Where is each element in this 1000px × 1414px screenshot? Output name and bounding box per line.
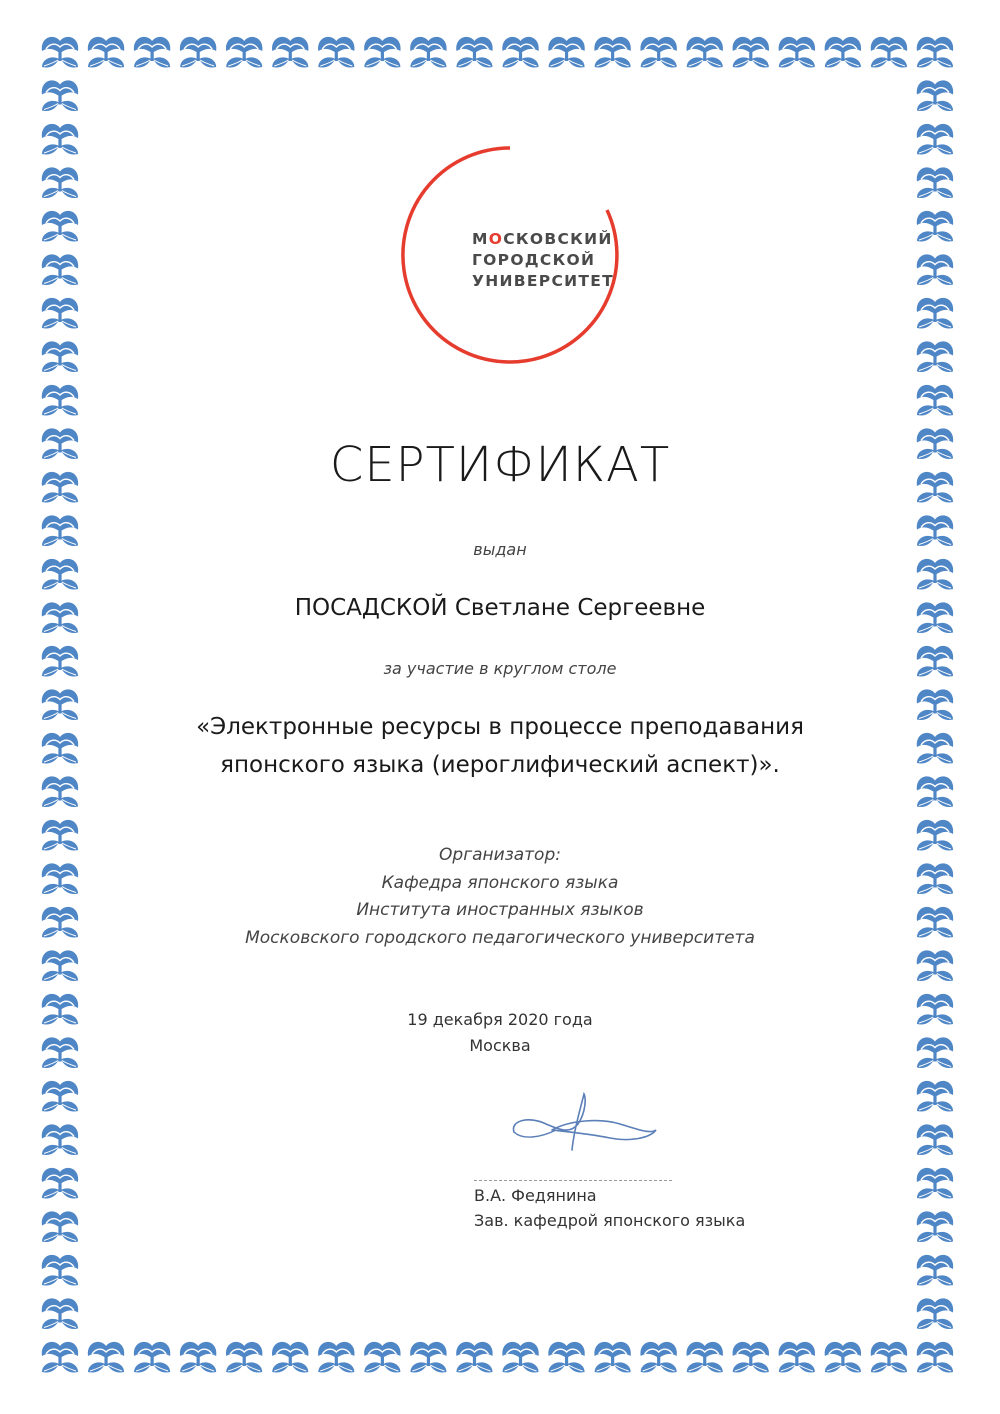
organizer-label: Организатор: (439, 845, 561, 865)
border-flower-ornament (42, 559, 78, 590)
border-flower-ornament (42, 298, 78, 329)
border-flower-ornament (318, 37, 354, 68)
issued-label: выдан (473, 540, 527, 559)
border-flower-ornament (42, 1211, 78, 1242)
border-flower-ornament (42, 385, 78, 416)
event-title-line2: японского языка (иероглифический аспект)». (220, 752, 780, 778)
border-flower-ornament (825, 37, 861, 68)
signature-image (500, 1090, 670, 1160)
recipient-name: ПОСАДСКОЙ Светлане Сергеевне (294, 595, 706, 621)
border-flower-ornament (42, 254, 78, 285)
issue-date: 19 декабря 2020 года (407, 1010, 593, 1029)
border-flower-ornament (917, 1255, 953, 1286)
border-flower-ornament (42, 1124, 78, 1155)
border-flower-ornament (42, 211, 78, 242)
border-flower-ornament (548, 1342, 584, 1373)
issue-city: Москва (469, 1036, 531, 1055)
border-flower-ornament (917, 37, 953, 68)
logo-text-line1: МОСКОВСКИЙ (472, 230, 613, 248)
border-flower-ornament (134, 37, 170, 68)
logo-text-line3: УНИВЕРСИТЕТ (472, 272, 615, 290)
border-flower-ornament (917, 1168, 953, 1199)
border-flower-ornament (917, 1211, 953, 1242)
border-flower-ornament (42, 950, 78, 981)
border-flower-ornament (917, 167, 953, 198)
signatory-position: Зав. кафедрой японского языка (474, 1211, 746, 1230)
border-flower-ornament (226, 1342, 262, 1373)
border-flower-ornament (640, 1342, 676, 1373)
border-flower-ornament (917, 385, 953, 416)
border-flower-ornament (871, 1342, 907, 1373)
border-flower-ornament (364, 37, 400, 68)
border-flower-ornament (917, 776, 953, 807)
border-flower-ornament (364, 1342, 400, 1373)
organizer-line2: Института иностранных языков (356, 900, 644, 920)
border-flower-ornament (917, 341, 953, 372)
border-flower-ornament (917, 1124, 953, 1155)
border-flower-ornament (42, 1081, 78, 1112)
border-flower-ornament (42, 80, 78, 111)
border-flower-ornament (917, 559, 953, 590)
border-flower-ornament (733, 1342, 769, 1373)
border-flower-ornament (42, 1298, 78, 1329)
border-flower-ornament (42, 124, 78, 155)
organizer-line1: Кафедра японского языка (381, 873, 619, 893)
signatory-name: В.А. Федянина (474, 1186, 597, 1205)
border-flower-ornament (42, 1342, 78, 1373)
border-flower-ornament (871, 37, 907, 68)
border-flower-ornament (42, 167, 78, 198)
border-flower-ornament (917, 1081, 953, 1112)
border-flower-ornament (410, 37, 446, 68)
border-flower-ornament (917, 254, 953, 285)
award-reason: за участие в круглом столе (383, 659, 617, 678)
border-flower-ornament (917, 1342, 953, 1373)
border-flower-ornament (917, 950, 953, 981)
border-flower-ornament (42, 1168, 78, 1199)
border-flower-ornament (180, 1342, 216, 1373)
border-flower-ornament (594, 1342, 630, 1373)
logo-text-line2: ГОРОДСКОЙ (472, 251, 596, 269)
border-flower-ornament (640, 37, 676, 68)
border-flower-ornament (779, 37, 815, 68)
border-flower-ornament (733, 37, 769, 68)
border-flower-ornament (272, 37, 308, 68)
border-flower-ornament (272, 1342, 308, 1373)
border-flower-ornament (88, 1342, 124, 1373)
border-flower-ornament (594, 37, 630, 68)
border-flower-ornament (410, 1342, 446, 1373)
border-flower-ornament (917, 80, 953, 111)
event-title-line1: «Электронные ресурсы в процессе преподавания (196, 714, 804, 740)
border-flower-ornament (226, 37, 262, 68)
border-flower-ornament (917, 211, 953, 242)
border-flower-ornament (825, 1342, 861, 1373)
border-flower-ornament (456, 37, 492, 68)
border-flower-ornament (180, 37, 216, 68)
organizer-line3: Московского городского педагогического университета (245, 928, 755, 948)
border-flower-ornament (42, 1255, 78, 1286)
border-flower-ornament (318, 1342, 354, 1373)
border-flower-ornament (134, 1342, 170, 1373)
border-flower-ornament (687, 37, 723, 68)
border-flower-ornament (42, 37, 78, 68)
border-flower-ornament (502, 37, 538, 68)
border-flower-ornament (88, 37, 124, 68)
border-flower-ornament (917, 124, 953, 155)
certificate-title: СЕРТИФИКАТ (329, 437, 671, 493)
border-flower-ornament (456, 1342, 492, 1373)
border-flower-ornament (917, 298, 953, 329)
border-flower-ornament (687, 1342, 723, 1373)
border-flower-ornament (917, 1298, 953, 1329)
border-flower-ornament (779, 1342, 815, 1373)
border-flower-ornament (548, 37, 584, 68)
border-flower-ornament (42, 776, 78, 807)
signature-line (474, 1180, 672, 1181)
border-flower-ornament (42, 341, 78, 372)
border-flower-ornament (502, 1342, 538, 1373)
